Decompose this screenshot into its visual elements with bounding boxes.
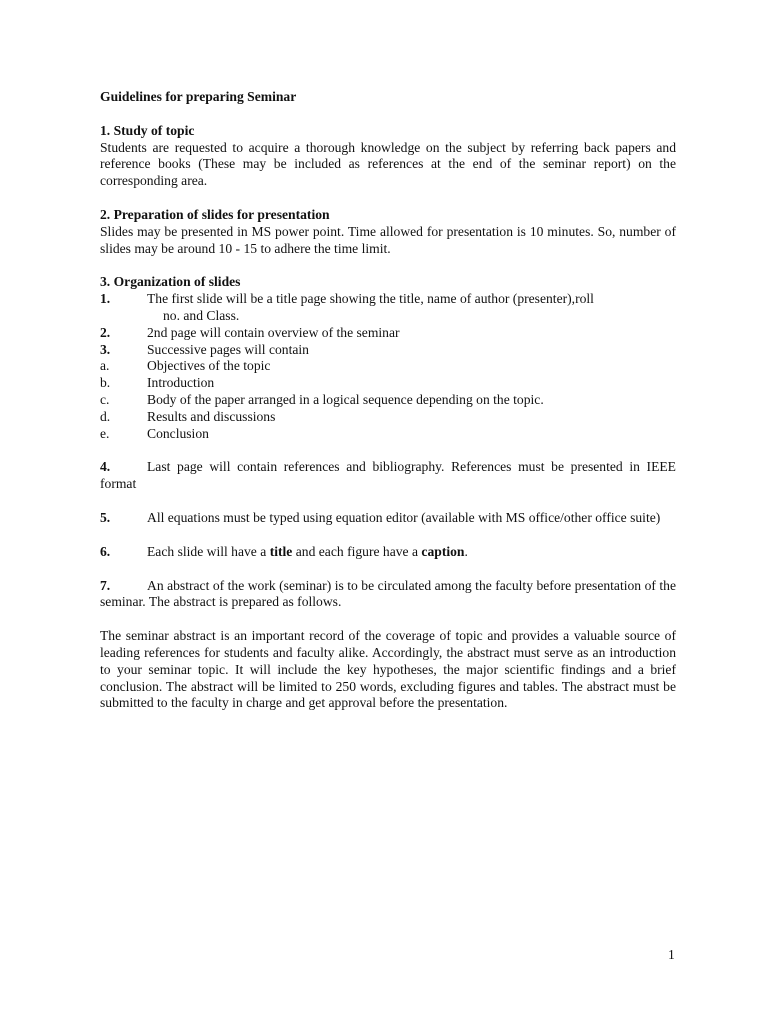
- paragraph-text: .: [464, 543, 468, 559]
- list-item-text: Conclusion: [147, 425, 209, 441]
- list-item: [100, 342, 676, 359]
- paragraph-marker: 6.: [100, 543, 111, 559]
- list-marker: 3.: [100, 341, 111, 357]
- numbered-paragraph: [100, 544, 676, 561]
- list-marker: d.: [100, 408, 111, 424]
- paragraph-text: and each figure have a: [292, 543, 422, 559]
- section-preparation-of-slides: [100, 207, 676, 257]
- paragraph-text: Last page will contain references and bibliography. References must be presented in IEEE format: [100, 459, 676, 492]
- numbered-paragraph: [100, 510, 676, 527]
- list-item-text: no. and Class.: [163, 307, 240, 323]
- emphasis-caption: caption: [421, 543, 465, 559]
- section-organization-of-slides: [100, 274, 676, 442]
- list-item-text: Results and discussions: [147, 408, 276, 424]
- paragraph-text: An abstract of the work (seminar) is to be circulated among the faculty before presentation of the seminar. The abstract is prepared as follows.: [100, 577, 676, 610]
- section-heading: 3. Organization of slides: [100, 274, 241, 290]
- sub-list-item: [100, 375, 676, 392]
- section-paragraph: Students are requested to acquire a thorough knowledge on the subject by referring back papers and reference books (These may be included as references at the end of the seminar report) on the corresponding area.: [100, 139, 676, 189]
- list-item-continuation: [100, 308, 676, 325]
- list-marker: b.: [100, 375, 111, 391]
- paragraph-marker: 5.: [100, 509, 111, 525]
- section-heading: 2. Preparation of slides for presentation: [100, 206, 330, 222]
- list-item-text: 2nd page will contain overview of the seminar: [147, 324, 400, 340]
- sub-list-item: [100, 426, 676, 443]
- paragraph-marker: 7.: [100, 577, 111, 593]
- list-item-text: Objectives of the topic: [147, 358, 271, 374]
- list-marker: c.: [100, 391, 110, 407]
- section-paragraph: Slides may be presented in MS power point. Time allowed for presentation is 10 minutes. So, number of slides may be around 10 - 15 to adhere the time limit.: [100, 223, 676, 256]
- numbered-paragraph: [100, 578, 676, 612]
- numbered-paragraph: [100, 459, 676, 493]
- paragraph-text: All equations must be typed using equation editor (available with MS office/other office suite): [147, 509, 661, 525]
- numbered-list: [100, 291, 676, 442]
- list-item: [100, 291, 676, 308]
- document-title: Guidelines for preparing Seminar: [100, 89, 297, 104]
- document-body: [100, 89, 676, 712]
- list-item: [100, 325, 676, 342]
- list-item-text: Successive pages will contain: [147, 341, 309, 357]
- paragraph-marker: 4.: [100, 459, 111, 475]
- list-marker: 2.: [100, 324, 111, 340]
- list-marker: 1.: [100, 291, 111, 307]
- section-heading: 1. Study of topic: [100, 122, 195, 138]
- sub-list-item: [100, 358, 676, 375]
- list-marker: a.: [100, 358, 110, 374]
- page-number: 1: [668, 947, 675, 962]
- sub-list-item: [100, 392, 676, 409]
- emphasis-title: title: [269, 543, 293, 559]
- list-item-text: Body of the paper arranged in a logical sequence depending on the topic.: [147, 391, 544, 407]
- sub-list-item: [100, 409, 676, 426]
- list-item-text: Introduction: [147, 375, 215, 391]
- abstract-paragraph: The seminar abstract is an important record of the coverage of topic and provides a valuable source of leading references for students and faculty alike. Accordingly, the abstract must serve as an introduction to your seminar topic. It will include the key hypotheses, the major scientific findings and a brief conclusion. The abstract will be limited to 250 words, excluding figures and tables. The abstract must be submitted to the faculty in charge and get approval before the presentation.: [100, 628, 676, 711]
- list-marker: e.: [100, 425, 110, 441]
- section-study-of-topic: [100, 123, 676, 190]
- paragraph-text: Each slide will have a: [147, 543, 270, 559]
- list-item-text: The first slide will be a title page showing the title, name of author (presenter),roll: [147, 291, 594, 307]
